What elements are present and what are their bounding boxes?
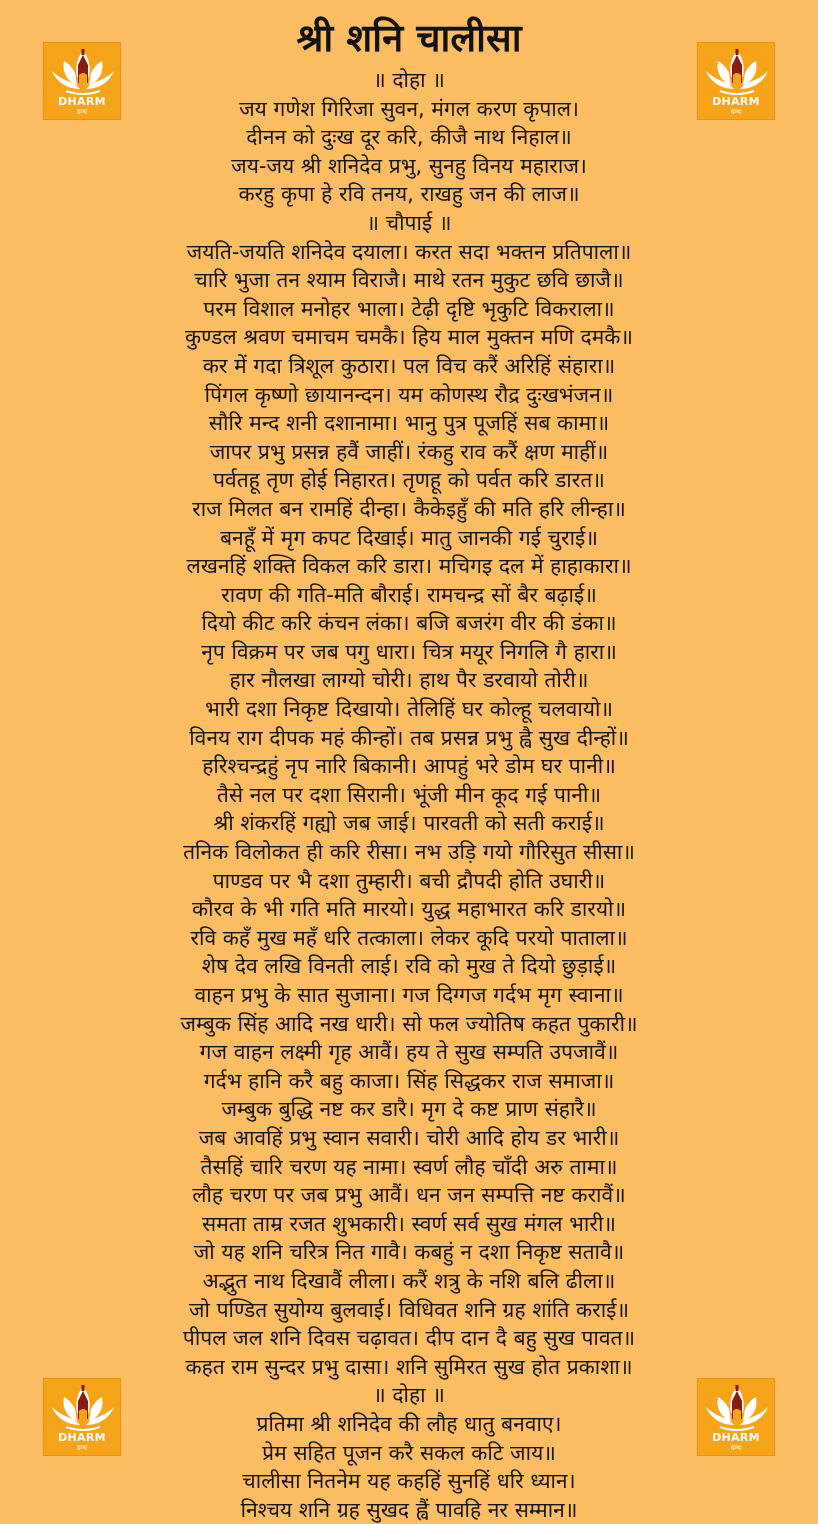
dharm-logo-top-left	[43, 42, 121, 120]
verse-line: अद्भुत नाथ दिखावैं लीला। करैं शत्रु के नशि बलि ढीला॥	[202, 1268, 616, 1293]
lotus-temple-icon	[44, 43, 121, 99]
verse-line: जय गणेश गिरिजा सुवन, मंगल करण कृपाल।	[239, 96, 579, 121]
verse-line: प्रतिमा श्री शनिदेव की लौह धातु बनवाए।	[256, 1411, 562, 1436]
dharm-logo-bottom-right	[697, 1378, 775, 1456]
verse-line: शेष देव लखि विनती लाई। रवि को मुख ते दियो छुड़ाई॥	[201, 954, 617, 979]
verse-line: चारि भुजा तन श्याम विराजै। माथे रतन मुकुट छवि छाजै॥	[194, 268, 624, 293]
logo-name: DHARM	[712, 1431, 760, 1444]
verse-line: लखनहिं शक्ति विकल करि डारा। मचिगइ दल में हाहाकारा॥	[186, 554, 632, 579]
verse-line: हार नौलखा लाग्यो चोरी। हाथ पैर डरवायो तोरी॥	[229, 668, 589, 693]
verse-line: विनय राग दीपक महं कीन्हों। तब प्रसन्न प्रभु ह्वै सुख दीन्हों॥	[189, 725, 629, 750]
verse-line: रवि कहँ मुख महँ धरि तत्काला। लेकर कूदि परयो पाताला॥	[190, 925, 628, 950]
verse-line: जब आवहिं प्रभु स्वान सवारी। चोरी आदि होय डर भारी॥	[198, 1125, 620, 1150]
verse-line: गज वाहन लक्ष्मी गृह आवैं। हय ते सुख सम्पति उपजावैं॥	[199, 1040, 619, 1065]
dharm-logo-bottom-left	[43, 1378, 121, 1456]
lotus-temple-icon	[698, 43, 775, 99]
verse-line: करहु कृपा हे रवि तनय, राखहु जन की लाज॥	[238, 182, 580, 207]
verse-line: पर्वतहू तृण होई निहारत। तृणहू को पर्वत करि डारत॥	[213, 468, 605, 493]
verse-line: कहत राम सुन्दर प्रभु दासा। शनि सुमिरत सुख होत प्रकाशा॥	[185, 1354, 633, 1379]
logo-tagline: ग्रन्थ	[730, 1444, 742, 1452]
verse-line: वाहन प्रभु के सात सुजाना। गज दिग्गज गर्दभ मृग स्वाना॥	[194, 983, 624, 1007]
verse-line: गर्दभ हानि करै बहु काजा। सिंह सिद्धकर राज समाजा॥	[203, 1068, 615, 1093]
lotus-temple-icon	[44, 1379, 121, 1435]
logo-name: DHARM	[58, 1431, 106, 1444]
verse-line: बनहूँ में मृग कपट दिखाई। मातु जानकी गई चुराई॥	[220, 525, 598, 550]
verse-line: तनिक विलोकत ही करि रीसा। नभ उड़ि गयो गौरिसुत सीसा॥	[183, 840, 635, 865]
verse-line: कुण्डल श्रवण चमाचम चमकै। हिय माल मुक्तन मणि दमकै॥	[185, 325, 633, 350]
verse-list	[110, 66, 708, 1524]
verse-line: जयति-जयति शनिदेव दयाला। करत सदा भक्तन प्रतिपाला॥	[186, 239, 632, 264]
section-heading: ॥ दोहा ॥	[373, 1383, 445, 1408]
verse-line: भारी दशा निकृष्ट दिखायो। तेलिहिं घर कोल्हू चलवायो॥	[205, 697, 613, 722]
verse-line: जम्बुक बुद्धि नष्ट कर डारै। मृग दे कष्ट प्राण संहारै॥	[221, 1097, 597, 1122]
verse-line: जो यह शनि चरित्र नित गावै। कबहुं न दशा निकृष्ट सतावै॥	[193, 1240, 625, 1265]
verse-line: समता ताम्र रजत शुभकारी। स्वर्ण सर्व सुख मंगल भारी॥	[202, 1211, 616, 1236]
verse-line: निश्चय शनि ग्रह सुखद ह्वैं पावहि नर सम्मान॥	[240, 1497, 578, 1522]
logo-name: DHARM	[712, 95, 760, 108]
verse-line: जय-जय श्री शनिदेव प्रभु, सुनहु विनय महाराज।	[231, 153, 587, 178]
section-heading: ॥ चौपाई ॥	[366, 210, 452, 235]
verse-line: दियो कीट करि कंचन लंका। बजि बजरंग वीर की डंका॥	[201, 611, 617, 636]
verse-line: जापर प्रभु प्रसन्न हवैं जाहीं। रंकहु राव करैं क्षण माहीं॥	[209, 439, 609, 464]
verse-line: सौरि मन्द शनी दशानामा। भानु पुत्र पूजहिं सब कामा॥	[208, 411, 610, 436]
verse-line: कौरव के भी गति मति मारयो। युद्ध महाभारत करि डारयो॥	[191, 897, 627, 922]
page-title: श्री शनि चालीसा	[296, 16, 522, 60]
lotus-temple-icon	[698, 1379, 775, 1435]
logo-tagline: ग्रन्थ	[76, 1444, 88, 1452]
verse-line: प्रेम सहित पूजन करै सकल कटि जाय॥	[262, 1440, 556, 1465]
verse-line: तैसे नल पर दशा सिरानी। भूंजी मीन कूद गई पानी॥	[216, 782, 602, 807]
verse-line: जो पण्डित सुयोग्य बुलवाई। विधिवत शनि ग्रह शांति कराई॥	[188, 1297, 630, 1322]
verse-line: पीपल जल शनि दिवस चढ़ावत। दीप दान दै बहु सुख पावत॥	[182, 1326, 636, 1351]
dharm-logo-top-right	[697, 42, 775, 120]
logo-name: DHARM	[58, 95, 106, 108]
verse-line: हरिश्चन्द्रहुं नृप नारि बिकानी। आपहुं भरे डोम घर पानी॥	[202, 754, 616, 779]
verse-line: नृप विक्रम पर जब पगु धारा। चित्र मयूर निगलि गै हारा॥	[201, 639, 617, 664]
verse-line: परम विशाल मनोहर भाला। टेढ़ी दृष्टि भृकुटि विकराला॥	[203, 296, 615, 321]
section-heading: ॥ दोहा ॥	[373, 68, 445, 92]
verse-line: जम्बुक सिंह आदि नख धारी। सो फल ज्योतिष कहत पुकारी॥	[180, 1011, 638, 1036]
verse-line: चालीसा नितनेम यह कहहिं सुनहिं धरि ध्यान।	[242, 1469, 576, 1494]
verse-line: लौह चरण पर जब प्रभु आवैं। धन जन सम्पत्ति नष्ट करावैं॥	[192, 1183, 626, 1208]
logo-tagline: ग्रन्थ	[76, 108, 88, 116]
logo-tagline: ग्रन्थ	[730, 108, 742, 116]
verse-line: श्री शंकरहिं गह्यो जब जाई। पारवती को सती कराई॥	[213, 811, 605, 836]
verse-line: पाण्डव पर भै दशा तुम्हारी। बची द्रौपदी होति उघारी॥	[212, 868, 606, 893]
verse-line: पिंगल कृष्णो छायानन्दन। यम कोणस्थ रौद्र दुःखभंजन॥	[204, 382, 614, 407]
verse-line: रावण की गति-मति बौराई। रामचन्द्र सों बैर बढ़ाई॥	[221, 582, 597, 607]
verse-line: कर में गदा त्रिशूल कुठारा। पल विच करैं अरिहिं संहारा॥	[202, 353, 616, 378]
verse-line: दीनन को दुःख दूर करि, कीजै नाथ निहाल॥	[246, 125, 572, 150]
verse-line: तैसहिं चारि चरण यह नामा। स्वर्ण लौह चाँदी अरु तामा॥	[200, 1154, 618, 1179]
verse-line: राज मिलत बन रामहिं दीन्हा। कैकेइहुँ की मति हरि लीन्हा॥	[192, 496, 626, 521]
